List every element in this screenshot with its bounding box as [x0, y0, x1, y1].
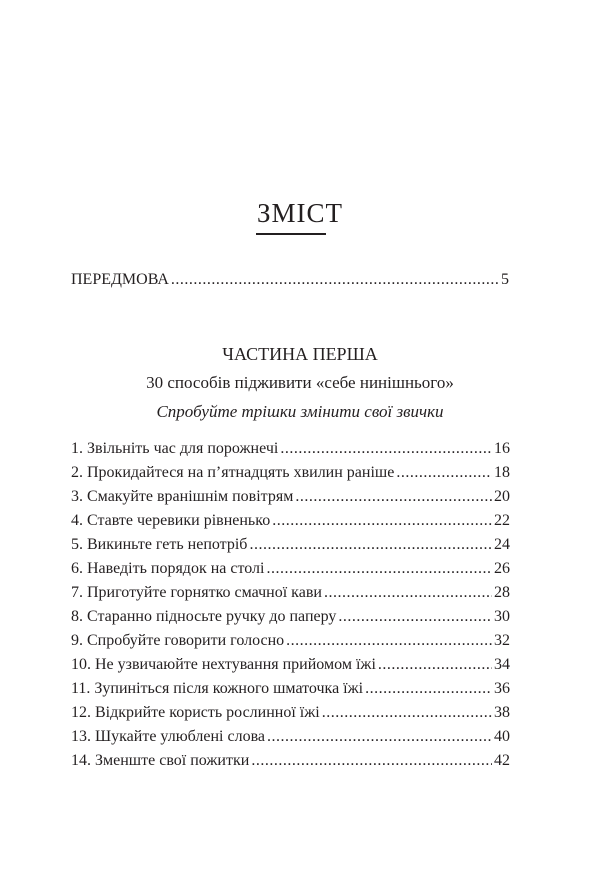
toc-entry-page: 38 — [494, 704, 510, 721]
toc-entry-title: 9. Спробуйте говорити голосно — [71, 632, 285, 649]
toc-entry-title: 11. Зупиніться після кожного шматочка їжі — [71, 680, 364, 697]
toc-entry[interactable] — [71, 581, 510, 605]
dot-leader — [295, 485, 492, 509]
dot-leader — [378, 653, 492, 677]
toc-entry[interactable] — [71, 605, 510, 629]
part-subtitle: 30 способів підживити «себе нинішнього» — [146, 373, 454, 392]
dot-leader — [286, 629, 492, 653]
toc-entry[interactable] — [71, 485, 510, 509]
toc-entry[interactable] — [71, 749, 510, 773]
toc-entry-title: 13. Шукайте улюблені слова — [71, 728, 266, 745]
toc-entry-title: 4. Ставте черевики рівненько — [71, 512, 271, 529]
toc-entry[interactable] — [71, 557, 510, 581]
toc-entry[interactable] — [71, 533, 510, 557]
toc-entry-page: 5 — [501, 271, 509, 288]
toc-entry[interactable] — [71, 437, 510, 461]
toc-entry-page: 26 — [494, 560, 510, 577]
toc-entry-page: 16 — [494, 440, 510, 457]
toc-entry-title: 5. Викиньте геть непотріб — [71, 536, 248, 553]
toc-entry[interactable] — [71, 725, 510, 749]
toc-entry-page: 30 — [494, 608, 510, 625]
toc-entry[interactable] — [71, 701, 510, 725]
toc-entry-page: 20 — [494, 488, 510, 505]
toc-entry-title: 7. Приготуйте горнятко смачної кави — [71, 584, 322, 601]
toc-entry-page: 28 — [494, 584, 510, 601]
toc-entry[interactable] — [71, 629, 510, 653]
toc-entry[interactable] — [71, 677, 510, 701]
toc-entry-page: 24 — [494, 536, 510, 553]
toc-entry-page: 18 — [494, 464, 510, 481]
toc-entry-page: 34 — [494, 656, 510, 673]
toc-entry[interactable] — [71, 461, 510, 485]
toc-entry-title: ПЕРЕДМОВА — [71, 271, 169, 288]
toc-entry-title: 14. Зменште свої пожитки — [71, 752, 250, 769]
toc-entry-title: 12. Відкрийте користь рослинної їжі — [71, 704, 320, 721]
toc-entry-title: 8. Старанно підносьте ручку до паперу — [71, 608, 337, 625]
toc-entry-foreword[interactable] — [71, 270, 509, 290]
dot-leader — [324, 581, 492, 605]
toc-entry-title: 2. Прокидайтеся на п’ятнадцять хвилин раніше — [71, 464, 395, 481]
part-tagline: Спробуйте трішки змінити свої звички — [156, 402, 444, 421]
dot-leader — [365, 677, 492, 701]
toc-entry-page: 32 — [494, 632, 510, 649]
toc-entry-title: 6. Наведіть порядок на столі — [71, 560, 265, 577]
toc-entry[interactable] — [71, 509, 510, 533]
toc-entry-page: 40 — [494, 728, 510, 745]
dot-leader — [396, 461, 492, 485]
heading-underline — [256, 233, 326, 235]
dot-leader — [251, 749, 492, 773]
part-title: ЧАСТИНА ПЕРША — [222, 344, 378, 364]
toc-entry[interactable] — [71, 653, 510, 677]
toc-entry-title: 10. Не узвичаюйте нехтування прийомом їжі — [71, 656, 376, 673]
toc-entry-page: 22 — [494, 512, 510, 529]
toc-entry-title: 3. Смакуйте вранішнім повітрям — [71, 488, 294, 505]
dot-leader — [266, 557, 492, 581]
dot-leader — [322, 701, 492, 725]
dot-leader — [267, 725, 492, 749]
toc-entry-list — [71, 437, 510, 773]
dot-leader — [280, 437, 492, 461]
contents-heading: ЗМІСТ — [256, 198, 344, 228]
dot-leader — [171, 270, 499, 290]
toc-entry-title: 1. Звільніть час для порожнечі — [71, 440, 279, 457]
toc-entry-page: 36 — [494, 680, 510, 697]
dot-leader — [249, 533, 492, 557]
dot-leader — [338, 605, 492, 629]
dot-leader — [272, 509, 492, 533]
toc-entry-page: 42 — [494, 752, 510, 769]
